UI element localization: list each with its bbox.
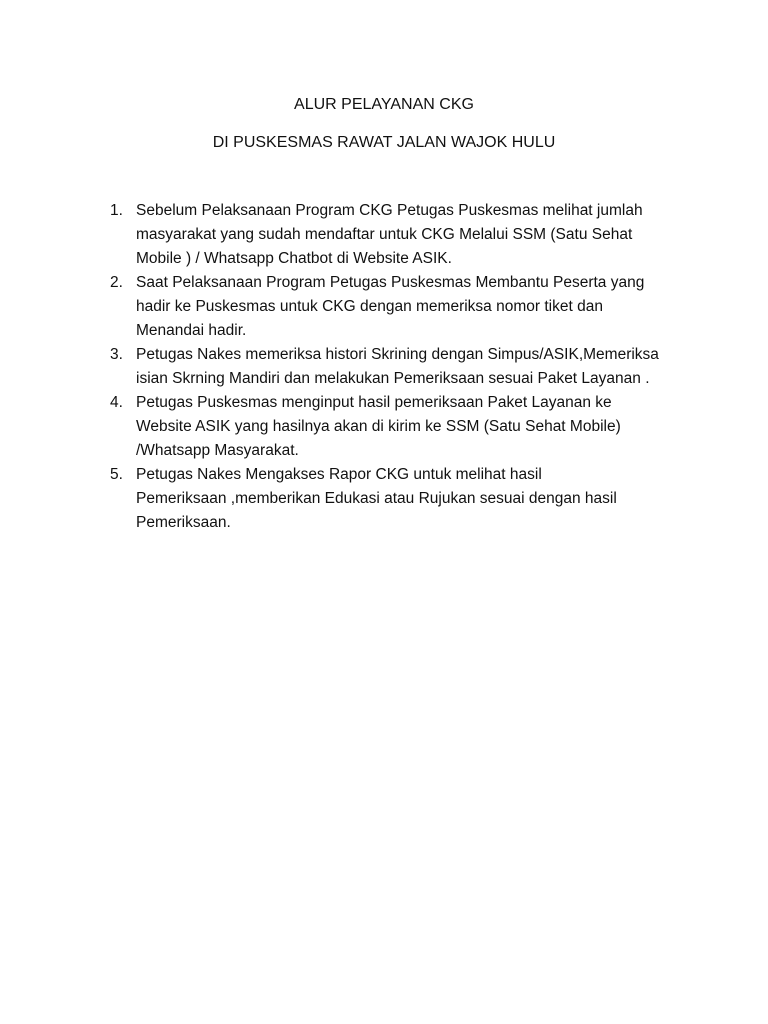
step-number: 5. <box>110 466 123 483</box>
procedure-steps-list <box>110 199 710 535</box>
step-text: Petugas Nakes memeriksa histori Skrining dengan Simpus/ASIK,Memeriksa isian Skrning Mandiri dan melakukan Pemeriksaan sesuai Paket Layanan . <box>136 346 659 387</box>
step-item-4 <box>110 391 710 463</box>
step-text: Sebelum Pelaksanaan Program CKG Petugas Puskesmas melihat jumlah masyarakat yang sudah mendaftar untuk CKG Melalui SSM (Satu Sehat Mobile ) / Whatsapp Chatbot di Website ASIK. <box>136 202 643 267</box>
step-number: 4. <box>110 394 123 411</box>
document-title: ALUR PELAYANAN CKG <box>294 96 474 113</box>
step-item-2 <box>110 271 710 343</box>
step-item-1 <box>110 199 710 271</box>
document-subtitle: DI PUSKESMAS RAWAT JALAN WAJOK HULU <box>212 134 556 151</box>
step-text: Petugas Puskesmas menginput hasil pemeriksaan Paket Layanan ke Website ASIK yang hasilnya akan di kirim ke SSM (Satu Sehat Mobile) /Whatsapp Masyarakat. <box>136 394 621 459</box>
step-number: 1. <box>110 202 123 219</box>
step-text: Petugas Nakes Mengakses Rapor CKG untuk melihat hasil Pemeriksaan ,memberikan Edukasi atau Rujukan sesuai dengan hasil Pemeriksaan. <box>136 466 617 531</box>
step-item-5 <box>110 463 710 535</box>
step-number: 3. <box>110 346 123 363</box>
step-item-3 <box>110 343 710 391</box>
step-number: 2. <box>110 274 123 291</box>
step-text: Saat Pelaksanaan Program Petugas Puskesmas Membantu Peserta yang hadir ke Puskesmas untuk CKG dengan memeriksa nomor tiket dan Menandai hadir. <box>136 274 645 339</box>
